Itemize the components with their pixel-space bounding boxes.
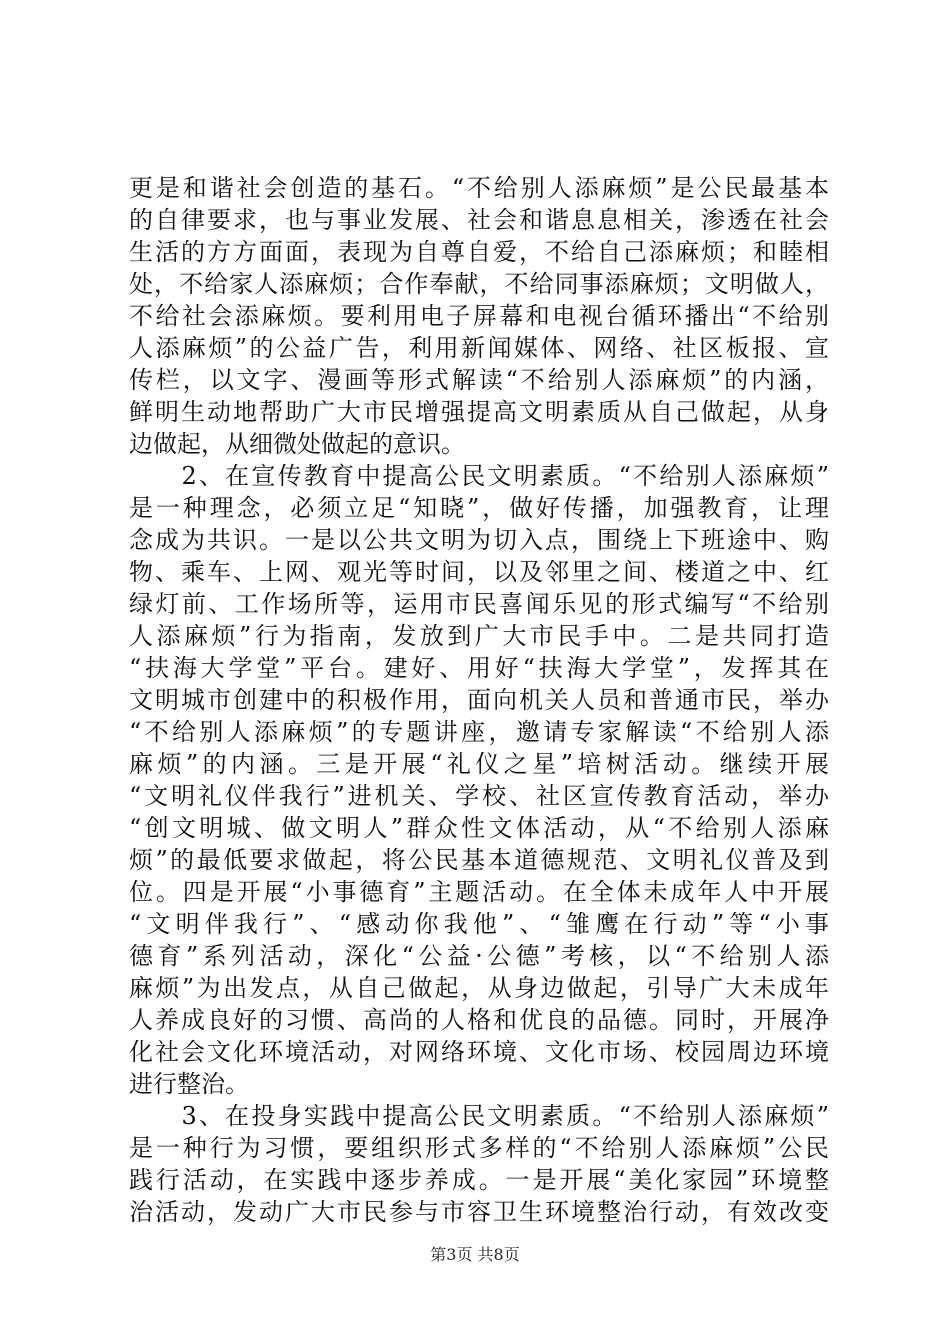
text-line: 处，不给家人添麻烦；合作奉献，不给同事添麻烦；文明做人，	[129, 270, 829, 298]
text-line: 传栏，以文字、漫画等形式解读“不给别人添麻烦”的内涵，	[129, 366, 829, 394]
text-line: 鲜明生动地帮助广大市民增强提高文明素质从自己做起，从身	[129, 398, 829, 426]
text-line: 进行整治。	[129, 1070, 249, 1098]
text-line: 是一种行为习惯，要组织形式多样的“不给别人添麻烦”公民	[129, 1134, 829, 1162]
page-footer: 第3页 共8页	[430, 1245, 520, 1264]
text-line: 不给社会添麻烦。要利用电子屏幕和电视台循环播出“不给别	[129, 302, 829, 330]
text-line: 麻烦”的内涵。三是开展“礼仪之星”培树活动。继续开展	[129, 750, 829, 778]
text-line: 文明城市创建中的积极作用，面向机关人员和普通市民，举办	[129, 686, 829, 714]
text-line: 边做起，从细微处做起的意识。	[129, 430, 465, 458]
text-line: 生活的方方面面，表现为自尊自爱，不给自己添麻烦；和睦相	[129, 238, 829, 266]
text-line: 绿灯前、工作场所等，运用市民喜闻乐见的形式编写“不给别	[129, 590, 829, 618]
text-line: 麻烦”为出发点，从自己做起，从身边做起，引导广大未成年	[129, 974, 829, 1002]
text-line: 念成为共识。一是以公共文明为切入点，围绕上下班途中、购	[129, 526, 829, 554]
text-line: 人养成良好的习惯、高尚的人格和优良的品德。同时，开展净	[129, 1006, 829, 1034]
text-line: 人添麻烦”行为指南，发放到广大市民手中。二是共同打造	[129, 622, 829, 650]
text-line: 2、在宣传教育中提高公民文明素质。“不给别人添麻烦”	[129, 462, 829, 490]
text-line: “扶海大学堂”平台。建好、用好“扶海大学堂”，发挥其在	[129, 654, 829, 682]
text-line: “文明伴我行”、“感动你我他”、“雏鹰在行动”等“小事	[129, 910, 829, 938]
text-line: 3、在投身实践中提高公民文明素质。“不给别人添麻烦”	[129, 1102, 829, 1130]
text-line: 位。四是开展“小事德育”主题活动。在全体未成年人中开展	[129, 878, 829, 906]
text-line: 治活动，发动广大市民参与市容卫生环境整治行动，有效改变	[129, 1198, 829, 1226]
text-line: 更是和谐社会创造的基石。“不给别人添麻烦”是公民最基本	[129, 174, 829, 202]
text-line: 是一种理念，必须立足“知晓”，做好传播，加强教育，让理	[129, 494, 829, 522]
text-line: 的自律要求，也与事业发展、社会和谐息息相关，渗透在社会	[129, 206, 829, 234]
text-line: 践行活动，在实践中逐步养成。一是开展“美化家园”环境整	[129, 1166, 829, 1194]
text-line: “创文明城、做文明人”群众性文体活动，从“不给别人添麻	[129, 814, 829, 842]
document-body	[129, 172, 829, 1228]
text-line: 物、乘车、上网、观光等时间，以及邻里之间、楼道之中、红	[129, 558, 829, 586]
text-line: “文明礼仪伴我行”进机关、学校、社区宣传教育活动，举办	[129, 782, 829, 810]
text-line: 人添麻烦”的公益广告，利用新闻媒体、网络、社区板报、宣	[129, 334, 829, 362]
text-line: 德育”系列活动，深化“公益·公德”考核，以“不给别人添	[129, 942, 829, 970]
text-line: “不给别人添麻烦”的专题讲座，邀请专家解读“不给别人添	[129, 718, 829, 746]
text-line: 化社会文化环境活动，对网络环境、文化市场、校园周边环境	[129, 1038, 829, 1066]
text-line: 烦”的最低要求做起，将公民基本道德规范、文明礼仪普及到	[129, 846, 829, 874]
